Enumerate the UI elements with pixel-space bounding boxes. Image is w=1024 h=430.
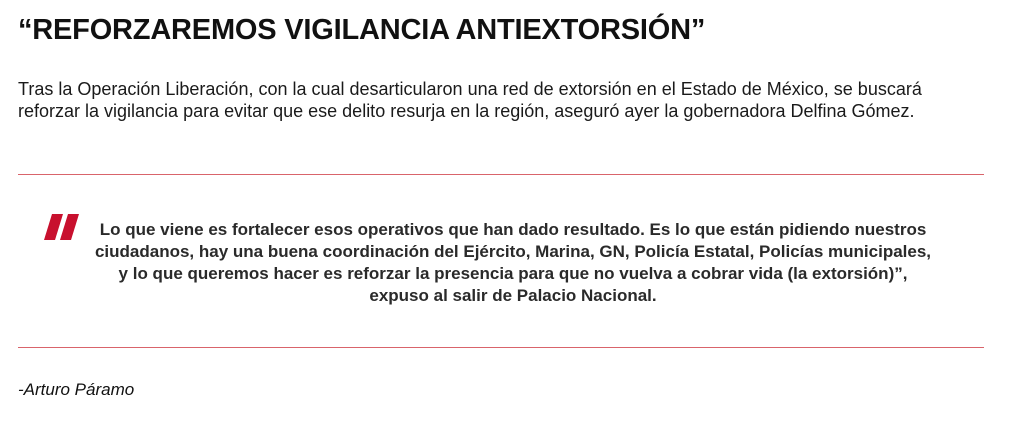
divider-top xyxy=(18,174,984,175)
byline: -Arturo Páramo xyxy=(18,380,135,399)
headline: “REFORZAREMOS VIGILANCIA ANTIEXTORSIÓN” xyxy=(18,14,706,46)
quotation-mark-icon xyxy=(44,208,84,244)
divider-bottom xyxy=(18,347,984,348)
lead-paragraph: Tras la Operación Liberación, con la cual desarticularon una red de extorsión en el Estado de México, se buscará reforzar la vigilancia para evitar que ese delito resurja en la región, aseguró ayer la gobernadora Delfina Gómez. xyxy=(18,79,922,121)
pull-quote: Lo que viene es fortalecer esos operativos que han dado resultado. Es lo que están pidiendo nuestros ciudadanos, hay una buena coordinación del Ejército, Marina, GN, Policía Estatal, Policías municipales, y lo que queremos hacer es reforzar la presencia para que no vuelva a cobrar vida (la extorsión)”, expuso al salir de Palacio Nacional. xyxy=(94,220,932,305)
